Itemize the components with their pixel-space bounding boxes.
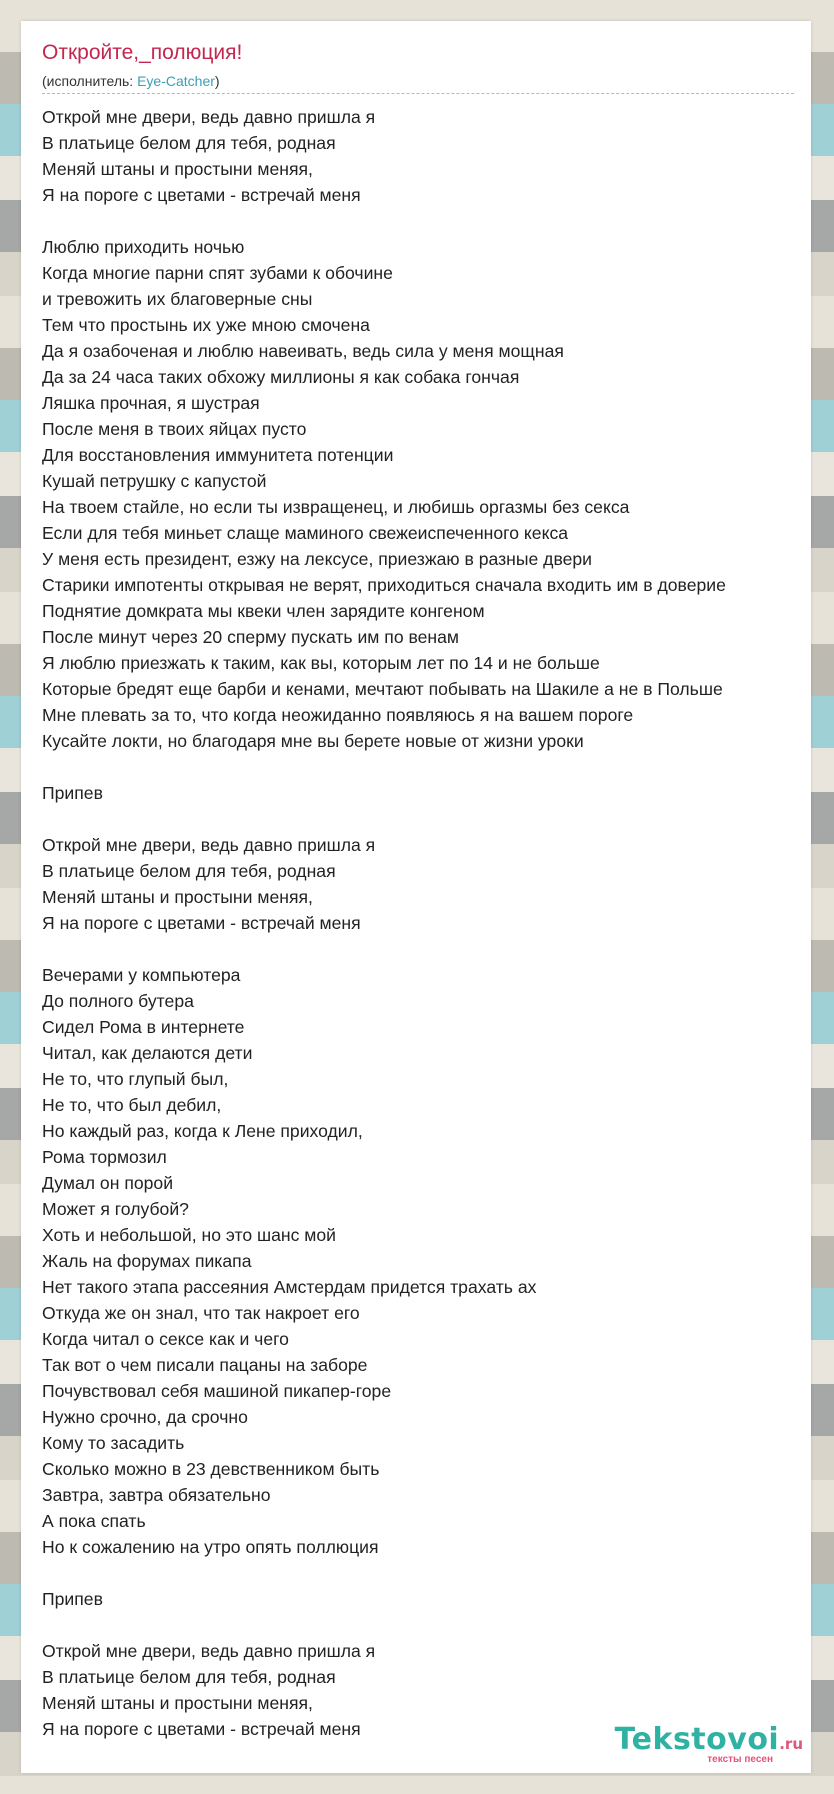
- artist-line: [42, 73, 220, 89]
- lyric-line: Припев: [42, 783, 103, 803]
- lyric-line: Открой мне двери, ведь давно пришла я: [42, 1641, 376, 1661]
- lyric-line: Меняй штаны и простыни меняя,: [42, 887, 313, 907]
- lyric-line: А пока спать: [42, 1511, 146, 1531]
- lyric-line: Не то, что глупый был,: [42, 1069, 229, 1089]
- lyrics-text: [42, 104, 726, 1742]
- lyric-line: Я люблю приезжать к таким, как вы, которым лет по 14 и не больше: [42, 653, 600, 673]
- lyric-line: Когда читал о сексе как и чего: [42, 1329, 289, 1349]
- lyric-line: Мне плевать за то, что когда неожиданно появляюсь я на вашем пороге: [42, 705, 634, 725]
- blank-line: [42, 936, 726, 962]
- lyric-line: На твоем стайле, но если ты извращенец, и любишь оргазмы без секса: [42, 497, 630, 517]
- lyric-line: Так вот о чем писали пацаны на заборе: [42, 1355, 368, 1375]
- lyric-line: После меня в твоих яйцах пусто: [42, 419, 307, 439]
- lyric-line: Сидел Рома в интернете: [42, 1017, 245, 1037]
- lyric-line: В платьице белом для тебя, родная: [42, 861, 336, 881]
- logo-tagline: тексты песен: [707, 1754, 773, 1765]
- lyric-line: Люблю приходить ночью: [42, 237, 245, 257]
- blank-line: [42, 208, 726, 234]
- lyric-line: Кушай петрушку с капустой: [42, 471, 267, 491]
- lyric-line: Меняй штаны и простыни меняя,: [42, 1693, 313, 1713]
- lyric-line: Которые бредят еще барби и кенами, мечтают побывать на Шакиле а не в Польше: [42, 679, 723, 699]
- lyric-line: Открой мне двери, ведь давно пришла я: [42, 835, 376, 855]
- lyric-line: Нужно срочно, да срочно: [42, 1407, 248, 1427]
- lyric-line: Для восстановления иммунитета потенции: [42, 445, 394, 465]
- lyric-line: Сколько можно в 23 девственником быть: [42, 1459, 380, 1479]
- artist-suffix: ): [214, 73, 220, 89]
- lyric-line: Но каждый раз, когда к Лене приходил,: [42, 1121, 363, 1141]
- lyric-line: Я на пороге с цветами - встречай меня: [42, 913, 361, 933]
- logo-name: Tekstovoi: [614, 1722, 780, 1757]
- lyric-line: и тревожить их благоверные сны: [42, 289, 313, 309]
- lyric-line: Тем что простынь их уже мною смочена: [42, 315, 370, 335]
- title-divider: [42, 93, 794, 94]
- blank-line: [42, 1612, 726, 1638]
- song-title: Откройте,_полюция!: [42, 41, 243, 64]
- lyric-line: Ляшка прочная, я шустрая: [42, 393, 260, 413]
- lyric-line: Если для тебя миньет слаще маминого свежеиспеченного кекса: [42, 523, 569, 543]
- lyric-line: В платьице белом для тебя, родная: [42, 1667, 336, 1687]
- lyric-line: Поднятие домкрата мы квеки член зарядите конгеном: [42, 601, 485, 621]
- artist-prefix: (исполнитель:: [42, 73, 138, 89]
- lyric-line: Я на пороге с цветами - встречай меня: [42, 185, 361, 205]
- lyric-line: Думал он порой: [42, 1173, 174, 1193]
- site-logo[interactable]: [614, 1722, 803, 1765]
- lyric-line: До полного бутера: [42, 991, 194, 1011]
- lyric-line: Старики импотенты открывая не верят, приходиться сначала входить им в доверие: [42, 575, 726, 595]
- lyric-line: Меняй штаны и простыни меняя,: [42, 159, 313, 179]
- lyric-line: Жаль на форумах пикапа: [42, 1251, 252, 1271]
- lyric-line: Вечерами у компьютера: [42, 965, 241, 985]
- blank-line: [42, 806, 726, 832]
- lyric-line: Когда многие парни спят зубами к обочине: [42, 263, 393, 283]
- lyric-line: Я на пороге с цветами - встречай меня: [42, 1719, 361, 1739]
- lyric-line: Кусайте локти, но благодаря мне вы берете новые от жизни уроки: [42, 731, 584, 751]
- lyric-line: Откуда же он знал, что так накроет его: [42, 1303, 360, 1323]
- lyric-line: После минут через 20 сперму пускать им по венам: [42, 627, 460, 647]
- lyric-line: Может я голубой?: [42, 1199, 189, 1219]
- lyric-line: Почувствовал себя машиной пикапер-горе: [42, 1381, 392, 1401]
- lyric-line: Припев: [42, 1589, 103, 1609]
- lyric-line: Открой мне двери, ведь давно пришла я: [42, 107, 376, 127]
- lyric-line: Но к сожалению на утро опять поллюция: [42, 1537, 379, 1557]
- lyric-line: Кому то засадить: [42, 1433, 185, 1453]
- lyric-line: Да я озабоченая и люблю навеивать, ведь сила у меня мощная: [42, 341, 564, 361]
- lyric-line: Читал, как делаются дети: [42, 1043, 253, 1063]
- blank-line: [42, 1560, 726, 1586]
- lyric-line: В платьице белом для тебя, родная: [42, 133, 336, 153]
- lyrics-card: [21, 21, 811, 1773]
- lyric-line: У меня есть президент, езжу на лексусе, приезжаю в разные двери: [42, 549, 592, 569]
- lyric-line: Не то, что был дебил,: [42, 1095, 222, 1115]
- logo-tld: .ru: [779, 1735, 803, 1753]
- blank-line: [42, 754, 726, 780]
- lyric-line: Завтра, завтра обязательно: [42, 1485, 271, 1505]
- lyric-line: Рома тормозил: [42, 1147, 167, 1167]
- lyric-line: Да за 24 часа таких обхожу миллионы я как собака гончая: [42, 367, 520, 387]
- artist-link[interactable]: Eye-Catcher: [137, 73, 215, 89]
- lyric-line: Хоть и небольшой, но это шанс мой: [42, 1225, 336, 1245]
- lyric-line: Нет такого этапа рассеяния Амстердам придется трахать ах: [42, 1277, 537, 1297]
